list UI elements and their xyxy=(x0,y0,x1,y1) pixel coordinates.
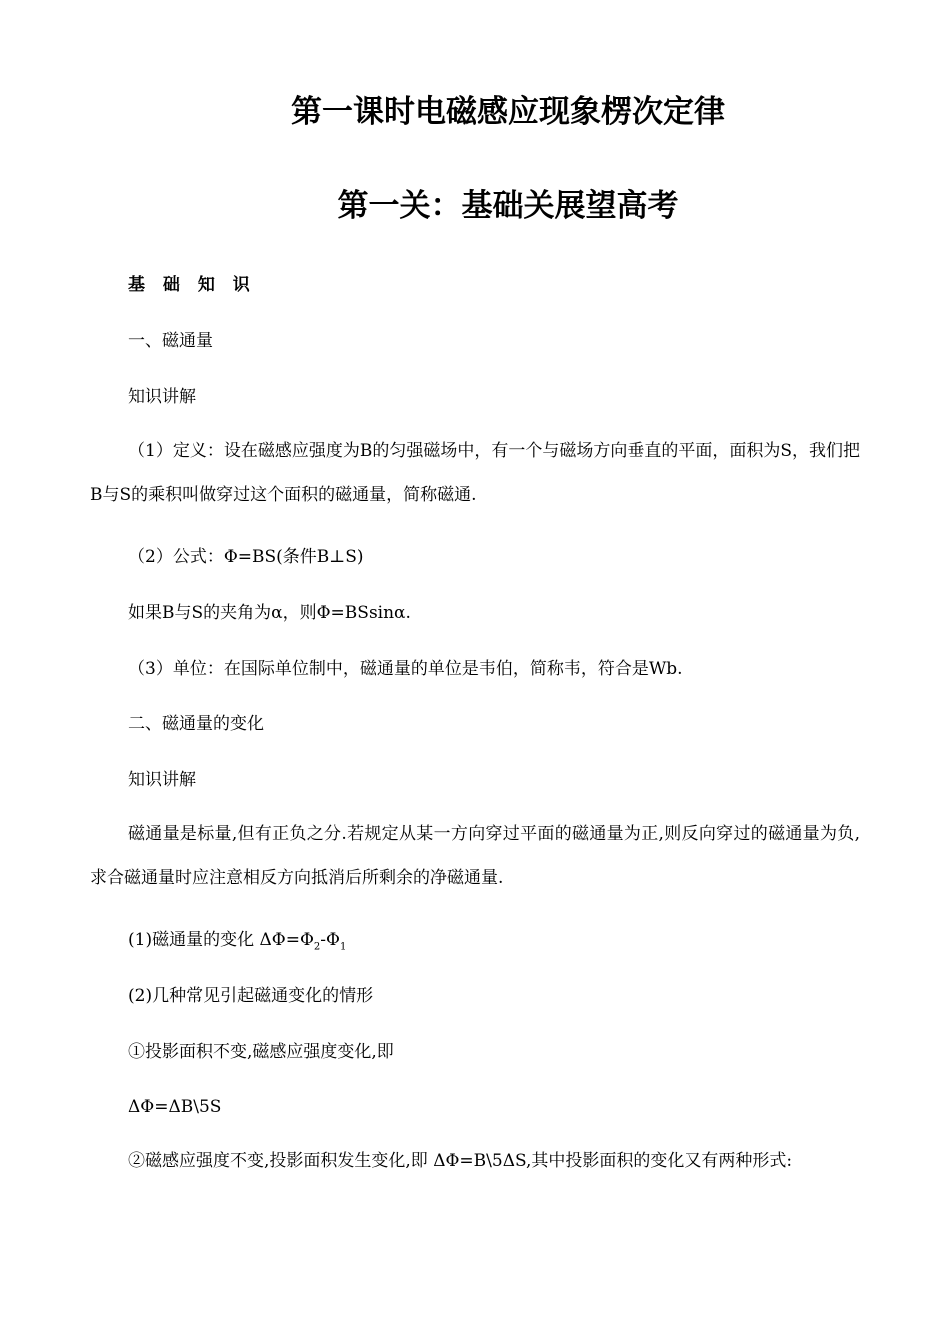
section-2-heading: 二、磁通量的变化 xyxy=(128,714,264,734)
subscript-1: 1 xyxy=(339,941,347,953)
definition-paragraph: （1）定义：设在磁感应强度为B的匀强磁场中，有一个与磁场方向垂直的平面，面积为S，我们把B与S的乘积叫做穿过这个面积的磁通量，简称磁通. xyxy=(90,441,860,505)
flux-minus: -Φ xyxy=(320,930,340,950)
subscript-2: 2 xyxy=(313,941,321,953)
section-heading: 基 础 知 识 xyxy=(128,275,256,295)
intro-paragraph: 磁通量是标量,但有正负之分.若规定从某一方向穿过平面的磁通量为正,则反向穿过的磁通量为负,求合磁通量时应注意相反方向抵消后所剩余的净磁通量. xyxy=(90,824,860,888)
page-title: 第一课时电磁感应现象楞次定律 xyxy=(291,94,725,130)
case-1-formula: ΔΦ=ΔB\5S xyxy=(128,1097,222,1117)
case-2-paragraph: ②磁感应强度不变,投影面积发生变化,即 ΔΦ=B\5ΔS,其中投影面积的变化又有两种形式: xyxy=(128,1151,793,1171)
section-1-heading: 一、磁通量 xyxy=(128,331,213,351)
section-2-label: 知识讲解 xyxy=(128,770,196,790)
flux-change-formula xyxy=(128,928,346,959)
unit-line: （3）单位：在国际单位制中，磁通量的单位是韦伯，简称韦，符合是Wb. xyxy=(128,659,683,679)
section-1-label: 知识讲解 xyxy=(128,387,196,407)
cases-heading: (2)几种常见引起磁通变化的情形 xyxy=(128,986,374,1006)
formula-line: （2）公式：Φ=BS(条件B⊥S) xyxy=(128,547,364,567)
flux-change-prefix: (1)磁通量的变化 ΔΦ=Φ xyxy=(128,930,314,950)
angle-line: 如果B与S的夹角为α，则Φ=BSsinα. xyxy=(128,603,411,623)
case-1-text: ①投影面积不变,磁感应强度变化,即 xyxy=(128,1042,394,1062)
page-subtitle: 第一关：基础关展望高考 xyxy=(337,188,679,224)
